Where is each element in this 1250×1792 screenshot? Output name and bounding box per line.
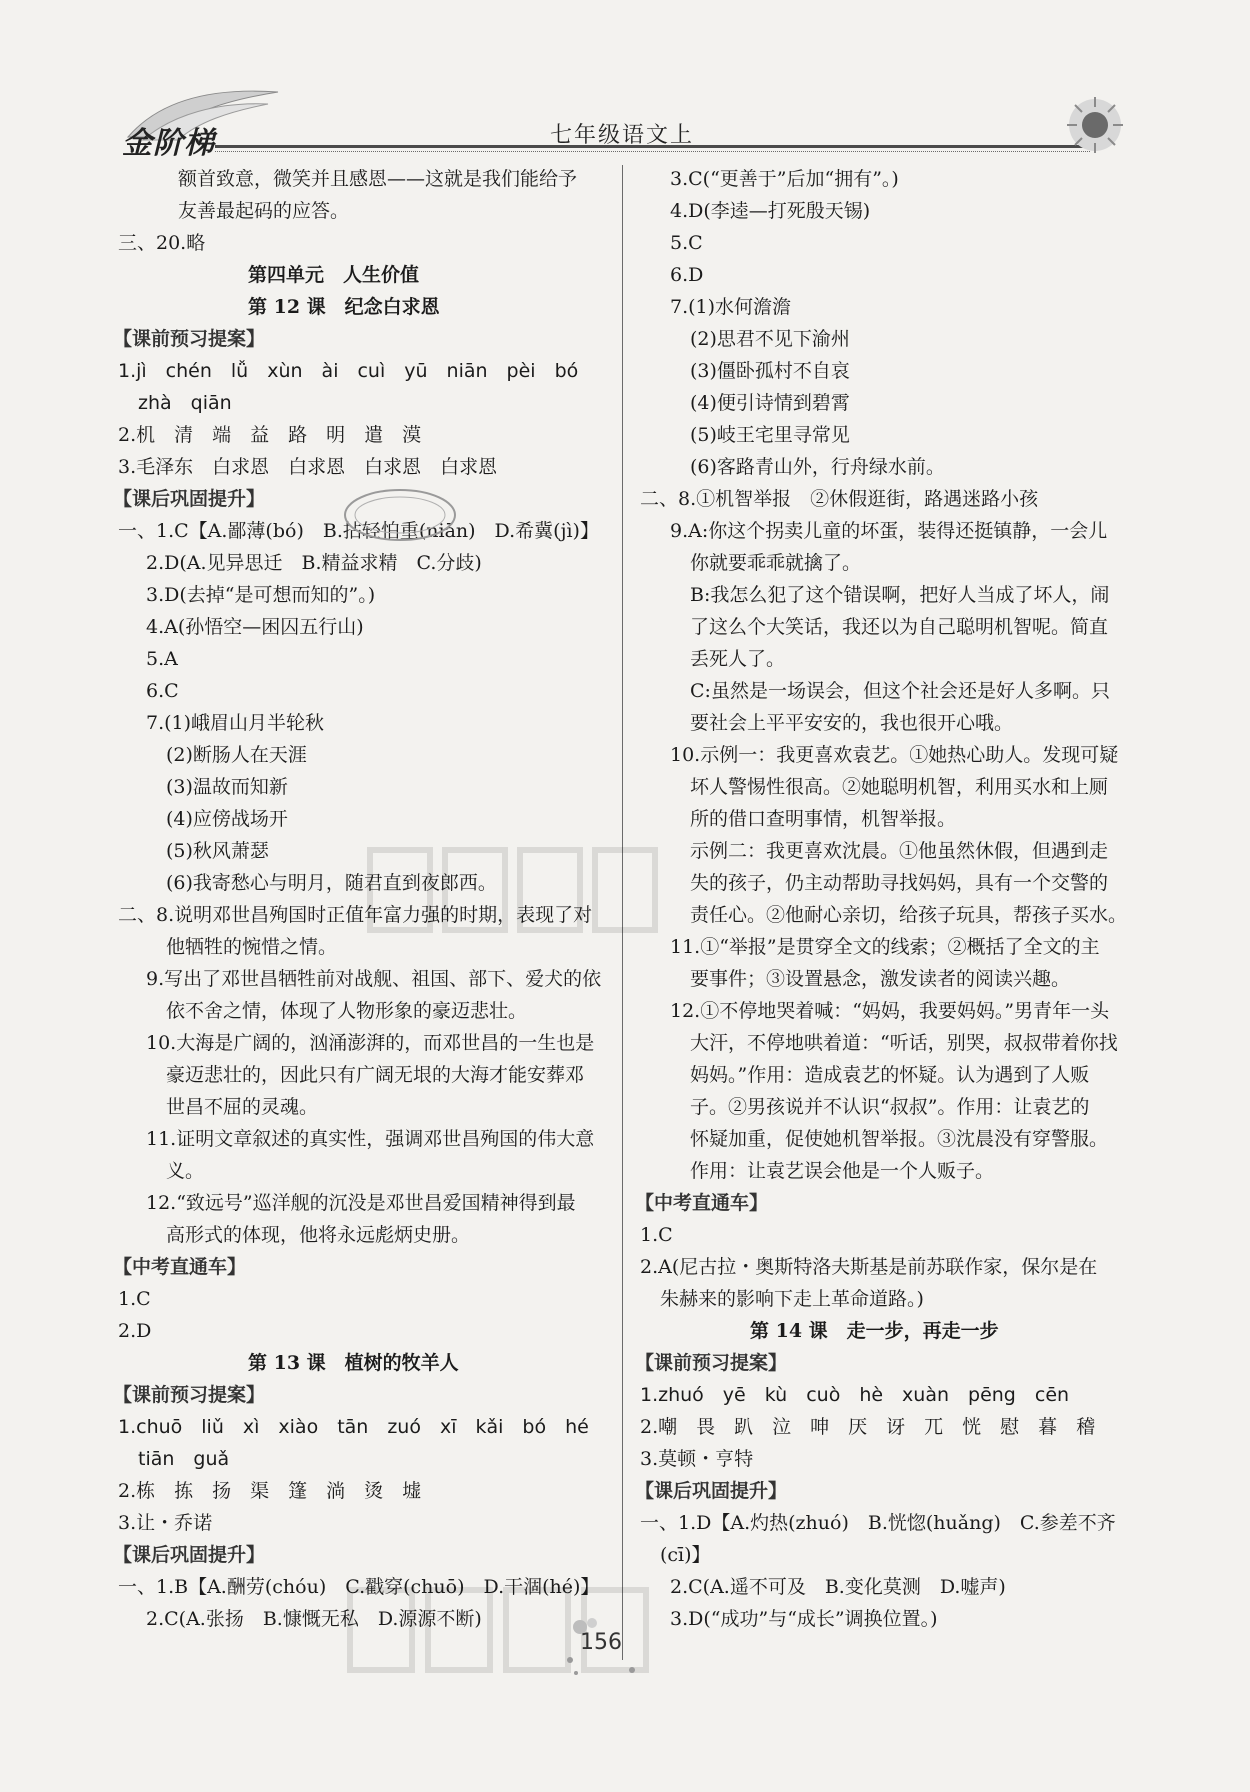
text-line: 3.D(去掉“是可想而知的”。) [146,584,376,606]
section-label: 【 课前预习提案 】 [635,1349,787,1377]
text-line: 他牺牲的惋惜之情。 [166,936,338,958]
header-rule-dotted [215,151,1090,152]
text-line: 要社会上平平安安的，我也很开心哦。 [690,712,1014,734]
text-line: 二、8.①机智举报 ②休假逛街，路遇迷路小孩 [640,488,1039,510]
logo-text: 金阶梯 [122,126,215,161]
text-line: 3.C(“更善于”后加“拥有”。) [670,168,899,190]
section-label: 【 中考直通车 】 [635,1189,768,1217]
stamp-graphic [340,485,460,545]
text-line: (3)僵卧孤村不自哀 [690,360,850,382]
text-line: 11.证明文章叙述的真实性，强调邓世昌殉国的伟大意 [146,1128,595,1150]
text-line: 1.chuō liǔ xì xiào tān zuó xī kǎi bó hé [118,1416,589,1438]
text-line: 友善最起码的应答。 [178,200,350,222]
text-line: 一、1.B【A.酬劳(chóu) C.戳穿(chuō) D.干涸(hé)】 [118,1576,600,1598]
text-line: 2.C(A.张扬 B.慷慨无私 D.源源不断) [146,1608,482,1630]
text-line: 10.示例一：我更喜欢袁艺。①她热心助人。发现可疑 [670,744,1119,766]
text-line: 9.写出了邓世昌牺牲前对战舰、祖国、部下、爱犬的依 [146,968,602,990]
text-line: 一、1.C【A.鄙薄(bó) B.拈轻怕重(niān) D.希冀(jì)】 [118,520,599,542]
text-line: 额首致意，微笑并且感恩——这就是我们能给予 [178,168,578,190]
text-line: 三、20.略 [118,232,206,254]
text-line: 4.D(李逵—打死殷天锡) [670,200,871,222]
text-line: 3.D(“成功”与“成长”调换位置。) [670,1608,938,1630]
text-line: 义。 [166,1160,205,1182]
lesson-heading: 第 12 课 纪念白求恩 [248,296,440,318]
text-line: 朱赫来的影响下走上革命道路。) [660,1288,924,1310]
text-line: (cī)】 [660,1544,711,1566]
text-line: (3)温故而知新 [166,776,288,798]
page-header [110,60,1130,161]
text-line: (2)思君不见下渝州 [690,328,850,350]
text-line: 1.C [640,1224,673,1246]
lesson-heading: 第 13 课 植树的牧羊人 [248,1352,459,1374]
text-line: (5)秋风萧瑟 [166,840,269,862]
text-line: (6)我寄愁心与明月，随君直到夜郎西。 [166,872,497,894]
text-line: 作用：让袁艺误会他是一个人贩子。 [690,1160,995,1182]
text-line: 大汗，不停地哄着道：“听话，别哭，叔叔带着你找 [690,1032,1118,1054]
text-line: (4)应傍战场开 [166,808,288,830]
text-line: 7.(1)水何澹澹 [670,296,792,318]
text-line: 6.C [146,680,179,702]
header-rule [215,145,1090,148]
text-line: 依不舍之情，体现了人物形象的豪迈悲壮。 [166,1000,528,1022]
text-line: (4)便引诗情到碧霄 [690,392,850,414]
text-line: 5.C [670,232,703,254]
text-line: (5)岐王宅里寻常见 [690,424,850,446]
text-line: 7.(1)峨眉山月半轮秋 [146,712,325,734]
text-line: 2.A(尼古拉・奥斯特洛夫斯基是前苏联作家，保尔是在 [640,1256,1098,1278]
section-label: 【 中考直通车 】 [113,1253,246,1281]
text-line: 2.嘲 畏 趴 泣 呻 厌 讶 兀 恍 慰 暮 稽 [640,1416,1096,1438]
text-line: 责任心。②他耐心亲切，给孩子玩具，帮孩子买水。 [690,904,1128,926]
text-line: 示例二：我更喜欢沈晨。①他虽然休假，但遇到走 [690,840,1109,862]
text-line: 高形式的体现，他将永远彪炳史册。 [166,1224,471,1246]
text-line: 3.毛泽东 白求恩 白求恩 白求恩 白求恩 [118,456,498,478]
header-title: 七年级语文上 [550,123,695,148]
text-line: 2.D(A.见异思迁 B.精益求精 C.分歧) [146,552,482,574]
text-line: 1.C [118,1288,151,1310]
page-number: 156 [580,1630,622,1655]
text-line: 丢死人了。 [690,648,786,670]
text-line: 子。②男孩说并不认识“叔叔”。作用：让袁艺的 [690,1096,1090,1118]
sunflower-icon [1065,95,1125,155]
section-label: 【 课前预习提案 】 [113,325,265,353]
text-line: 要事件；③设置悬念，激发读者的阅读兴趣。 [690,968,1071,990]
text-line: 3.莫顿・亨特 [640,1448,754,1470]
text-line: 3.让・乔诺 [118,1512,213,1534]
text-line: 1.zhuó yē kù cuò hè xuàn pēng cēn [640,1384,1070,1406]
text-line: 10.大海是广阔的，汹涌澎湃的，而邓世昌的一生也是 [146,1032,595,1054]
text-line: 5.A [146,648,178,670]
lesson-heading: 第 14 课 走一步，再走一步 [750,1320,999,1342]
watermark-graphic [360,830,660,950]
text-line: (2)断肠人在天涯 [166,744,307,766]
text-line: 2.栋 拣 扬 渠 篷 淌 烫 墟 [118,1480,422,1502]
text-line: 4.A(孙悟空—困囚五行山) [146,616,364,638]
text-line: 失的孩子，仍主动帮助寻找妈妈，具有一个交警的 [690,872,1109,894]
text-line: B:我怎么犯了这个错误啊，把好人当成了坏人，闹 [690,584,1110,606]
text-line: zhà qiān [138,392,232,414]
text-line: 12.①不停地哭着喊：“妈妈，我要妈妈。”男青年一头 [670,1000,1110,1022]
text-line: 6.D [670,264,704,286]
text-line: tiān guǎ [138,1448,230,1470]
section-label: 【 课后巩固提升 】 [113,1541,265,1569]
text-line: 所的借口查明事情，机智举报。 [690,808,957,830]
unit-heading: 第四单元 人生价值 [248,264,420,286]
text-line: 你就要乖乖就擒了。 [690,552,862,574]
text-line: 9.A:你这个拐卖儿童的坏蛋，装得还挺镇静，一会儿 [670,520,1108,542]
text-line: 了这么个大笑话，我还以为自己聪明机智呢。简直 [690,616,1109,638]
text-line: 二、8.说明邓世昌殉国时正值年富力强的时期，表现了对 [118,904,593,926]
text-line: 坏人警惕性很高。②她聪明机智，利用买水和上厕 [690,776,1109,798]
text-line: 2.C(A.遥不可及 B.变化莫测 D.嘘声) [670,1576,1006,1598]
text-line: 豪迈悲壮的，因此只有广阔无垠的大海才能安葬邓 [166,1064,585,1086]
text-line: 2.机 清 端 益 路 明 遣 漠 [118,424,422,446]
text-line: 一、1.D【A.灼热(zhuó) B.恍惚(huǎng) C.参差不齐 [640,1512,1116,1534]
text-line: (6)客路青山外，行舟绿水前。 [690,456,945,478]
text-line: 怀疑加重，促使她机智举报。③沈晨没有穿警服。 [690,1128,1109,1150]
section-label: 【 课前预习提案 】 [113,1381,265,1409]
section-label: 【 课后巩固提升 】 [635,1477,787,1505]
text-line: 妈妈。”作用：造成袁艺的怀疑。认为遇到了人贩 [690,1064,1090,1086]
text-line: 11.①“举报”是贯穿全文的线索；②概括了全文的主 [670,936,1100,958]
text-line: 12.“致远号”巡洋舰的沉没是邓世昌爱国精神得到最 [146,1192,576,1214]
section-label: 【 课后巩固提升 】 [113,485,265,513]
text-line: 世昌不屈的灵魂。 [166,1096,319,1118]
text-line: C:虽然是一场误会，但这个社会还是好人多啊。只 [690,680,1110,702]
text-line: 2.D [118,1320,152,1342]
text-line: 1.jì chén lǚ xùn ài cuì yū niān pèi bó [118,360,579,382]
